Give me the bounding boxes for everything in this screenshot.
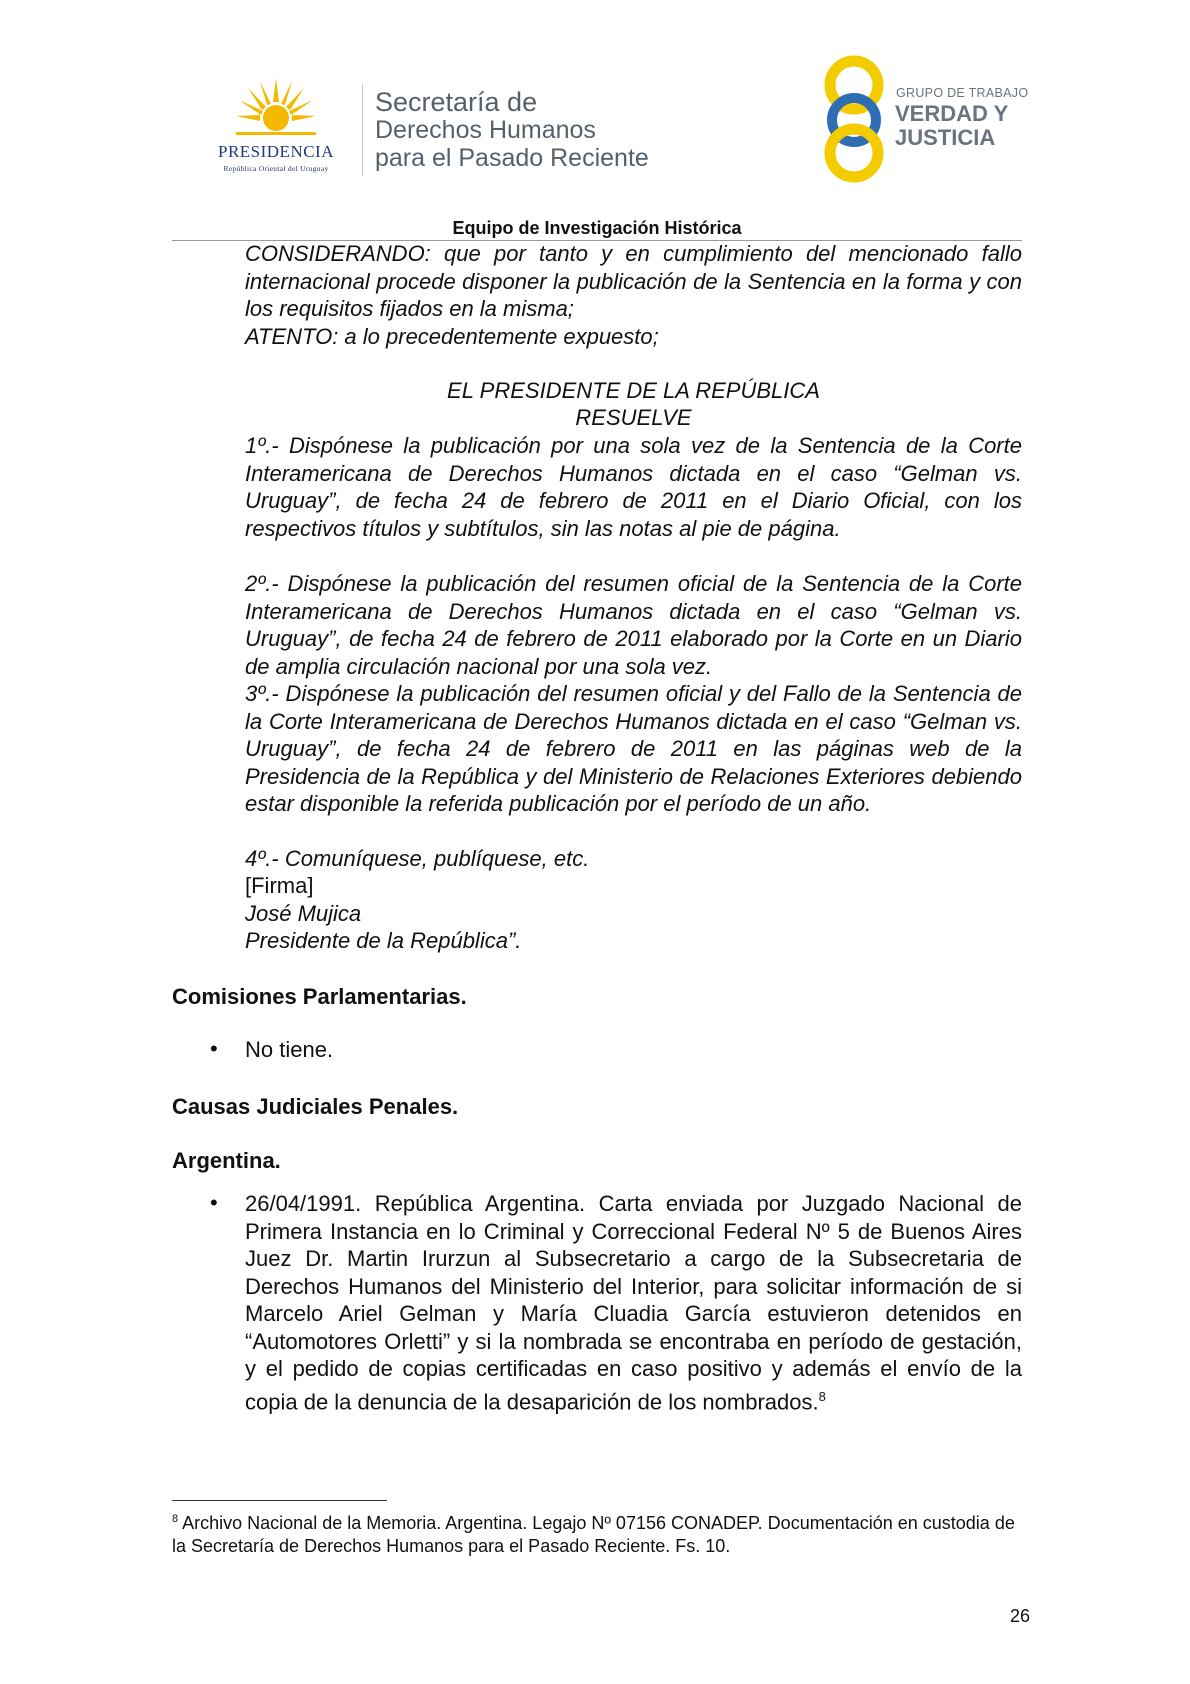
bullet-icon: •: [210, 1190, 218, 1215]
gtvj-justicia-text: JUSTICIA: [895, 125, 996, 150]
footnote-text: Archivo Nacional de la Memoria. Argentina. Legajo Nº 07156 CONADEP. Documentación en custodia de la Secretaría de Derechos Humanos para el Pasado Reciente. Fs. 10.: [172, 1513, 1015, 1556]
logo-divider: [362, 84, 363, 176]
resolution-item-4: 4º.- Comuníquese, publíquese, etc.: [245, 846, 590, 871]
argentina-item: [245, 1190, 1022, 1415]
presidencia-logo: [196, 78, 356, 178]
verdad-justicia-logo: [818, 55, 1028, 185]
secretaria-line3: para el Pasado Reciente: [375, 144, 649, 172]
comisiones-heading: Comisiones Parlamentarias.: [172, 984, 467, 1009]
argentina-item-text: 26/04/1991. República Argentina. Carta enviada por Juzgado Nacional de Primera Instancia en lo Criminal y Correccional Federal Nº 5 de Buenos Aires Juez Dr. Martin Irurzun al Subsecretario a cargo de la Subsecretaria de Derechos Humanos del Ministerio del Interior, para solicitar información de si Marcelo Ariel Gelman y María Cluadia García estuvieron detenidos en “Automotores Orletti” y si la nombrada se encontraba en período de gestación, y el pedido de copias certificadas en caso positivo y además el envío de la copia de la denuncia de la desaparición de los nombrados.: [245, 1191, 1022, 1414]
presidencia-subtitle: República Oriental del Uruguay: [223, 164, 329, 173]
footnote-number: 8: [172, 1513, 179, 1525]
gtvj-small-text: GRUPO DE TRABAJO: [896, 86, 1029, 100]
resuelve-heading: RESUELVE: [575, 405, 692, 430]
presidente-heading: EL PRESIDENTE DE LA REPÚBLICA: [447, 378, 820, 403]
linked-rings-icon: [818, 55, 890, 185]
bullet-icon: •: [210, 1036, 218, 1061]
firma-placeholder: [Firma]: [245, 873, 314, 898]
secretaria-logo-text: [375, 88, 649, 172]
gtvj-verdad-text: VERDAD Y: [895, 101, 1009, 126]
signer-title: Presidente de la República”.: [245, 928, 522, 953]
resolution-item-2: 2º.- Dispónese la publicación del resumen oficial de la Sentencia de la Corte Interamericana de Derechos Humanos dictada en el caso “Gelman vs. Uruguay”, de fecha 24 de febrero de 2011 elaborado por la Corte en un Diario de amplia circulación nacional por una sola vez.: [245, 571, 1022, 679]
presidencia-wordmark: PRESIDENCIA: [217, 142, 334, 161]
atento-paragraph: ATENTO: a lo precedentemente expuesto;: [245, 324, 659, 349]
footnote: [172, 1508, 1022, 1558]
causas-heading: Causas Judiciales Penales.: [172, 1094, 459, 1119]
comisiones-item: No tiene.: [245, 1037, 334, 1062]
argentina-heading: Argentina.: [172, 1148, 281, 1173]
sun-icon: [236, 78, 316, 140]
signer-name: José Mujica: [245, 901, 362, 926]
footnote-ref[interactable]: 8: [818, 1388, 826, 1404]
footnote-rule: [172, 1500, 387, 1501]
resolution-item-1: 1º.- Dispónese la publicación por una sola vez de la Sentencia de la Corte Interamericana de Derechos Humanos dictada en el caso “Gelman vs. Uruguay”, de fecha 24 de febrero de 2011 en el Diario Oficial, con los respectivos títulos y subtítulos, sin las notas al pie de página.: [245, 433, 1022, 541]
team-title: Equipo de Investigación Histórica: [452, 218, 742, 238]
resolution-item-3: 3º.- Dispónese la publicación del resumen oficial y del Fallo de la Sentencia de la Corte Interamericana de Derechos Humanos dictada en el caso “Gelman vs. Uruguay”, de fecha 24 de febrero de 2011 en las páginas web de la Presidencia de la República y del Ministerio de Relaciones Exteriores debiendo estar disponible la referida publicación por el período de un año.: [245, 681, 1022, 816]
considerando-paragraph: CONSIDERANDO: que por tanto y en cumplimiento del mencionado fallo internacional procede disponer la publicación de la Sentencia en la forma y con los requisitos fijados en la misma;: [245, 241, 1022, 321]
page-number: 26: [1009, 1606, 1030, 1626]
secretaria-line1: Secretaría de: [375, 87, 538, 117]
secretaria-line2: Derechos Humanos: [375, 116, 596, 144]
